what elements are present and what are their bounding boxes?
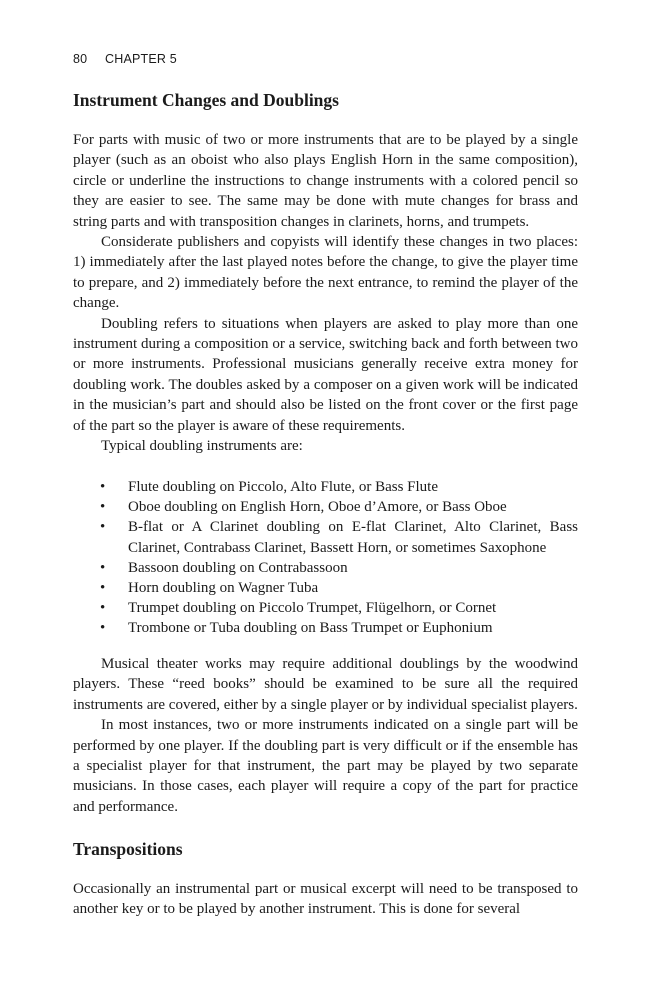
list-item: • Trombone or Tuba doubling on Bass Trumpet or Euphonium <box>100 618 578 638</box>
list-item: • Bassoon doubling on Contrabassoon <box>100 558 578 578</box>
doubling-instruments-list <box>100 477 578 639</box>
section-body-after-list <box>73 654 578 817</box>
page-number: 80 <box>73 52 88 66</box>
paragraph: Considerate publishers and copyists will identify these changes in two places: 1) immediately after the last played notes before the change, to give the player time to prepare, and 2) immediately before the next entrance, to remind the player of the change. <box>73 234 578 312</box>
paragraph: In most instances, two or more instruments indicated on a single part will be performed by one player. If the doubling part is very difficult or if the ensemble has a specialist player for that instrument, the part may be played by two separate musicians. In those cases, each player will require a copy of the part for practice and performance. <box>73 717 578 815</box>
list-item: • Trumpet doubling on Piccolo Trumpet, Flügelhorn, or Cornet <box>100 598 578 618</box>
section-heading-instrument-changes: Instrument Changes and Doublings <box>73 90 339 110</box>
section-body-intro <box>73 130 578 457</box>
running-header <box>73 52 177 66</box>
paragraph: Musical theater works may require additional doublings by the woodwind players. These “reed books” should be examined to be sure all the required instruments are covered, either by a single player or by individual specialist players. <box>73 656 578 713</box>
section-heading-transpositions: Transpositions <box>73 839 183 859</box>
bullet-icon: • <box>100 499 106 516</box>
bullet-icon: • <box>100 600 106 617</box>
bullet-icon: • <box>100 519 106 536</box>
list-item: • Horn doubling on Wagner Tuba <box>100 578 578 598</box>
paragraph: Typical doubling instruments are: <box>101 438 303 455</box>
list-item: • Flute doubling on Piccolo, Alto Flute, or Bass Flute <box>100 477 578 497</box>
section-body-transpositions <box>73 879 578 920</box>
chapter-label: CHAPTER 5 <box>105 52 177 66</box>
list-item: • Oboe doubling on English Horn, Oboe d’Amore, or Bass Oboe <box>100 497 578 517</box>
paragraph: Occasionally an instrumental part or musical excerpt will need to be transposed to another key or to be played by another instrument. This is done for several <box>73 881 578 918</box>
paragraph: Doubling refers to situations when players are asked to play more than one instrument during a composition or a service, switching back and forth between two or more instruments. Professional musicians generally receive extra money for doubling work. The doubles asked by a composer on a given work will be indicated in the musician’s part and should also be listed on the front cover or the first page of the part so the player is aware of these requirements. <box>73 315 578 434</box>
paragraph: For parts with music of two or more instruments that are to be played by a single player (such as an oboist who also plays English Horn in the same composition), circle or underline the instructions to change instruments with a colored pencil so they are easier to see. The same may be done with mute changes for brass and string parts and with transposition changes in clarinets, horns, and trumpets. <box>73 132 578 230</box>
bullet-icon: • <box>100 580 106 597</box>
bullet-icon: • <box>100 559 106 576</box>
list-item: • B-flat or A Clarinet doubling on E-flat Clarinet, Alto Clarinet, Bass Clarinet, Contrabass Clarinet, Bassett Horn, or sometimes Saxophone <box>100 519 578 556</box>
bullet-icon: • <box>100 479 106 495</box>
bullet-icon: • <box>100 620 106 637</box>
